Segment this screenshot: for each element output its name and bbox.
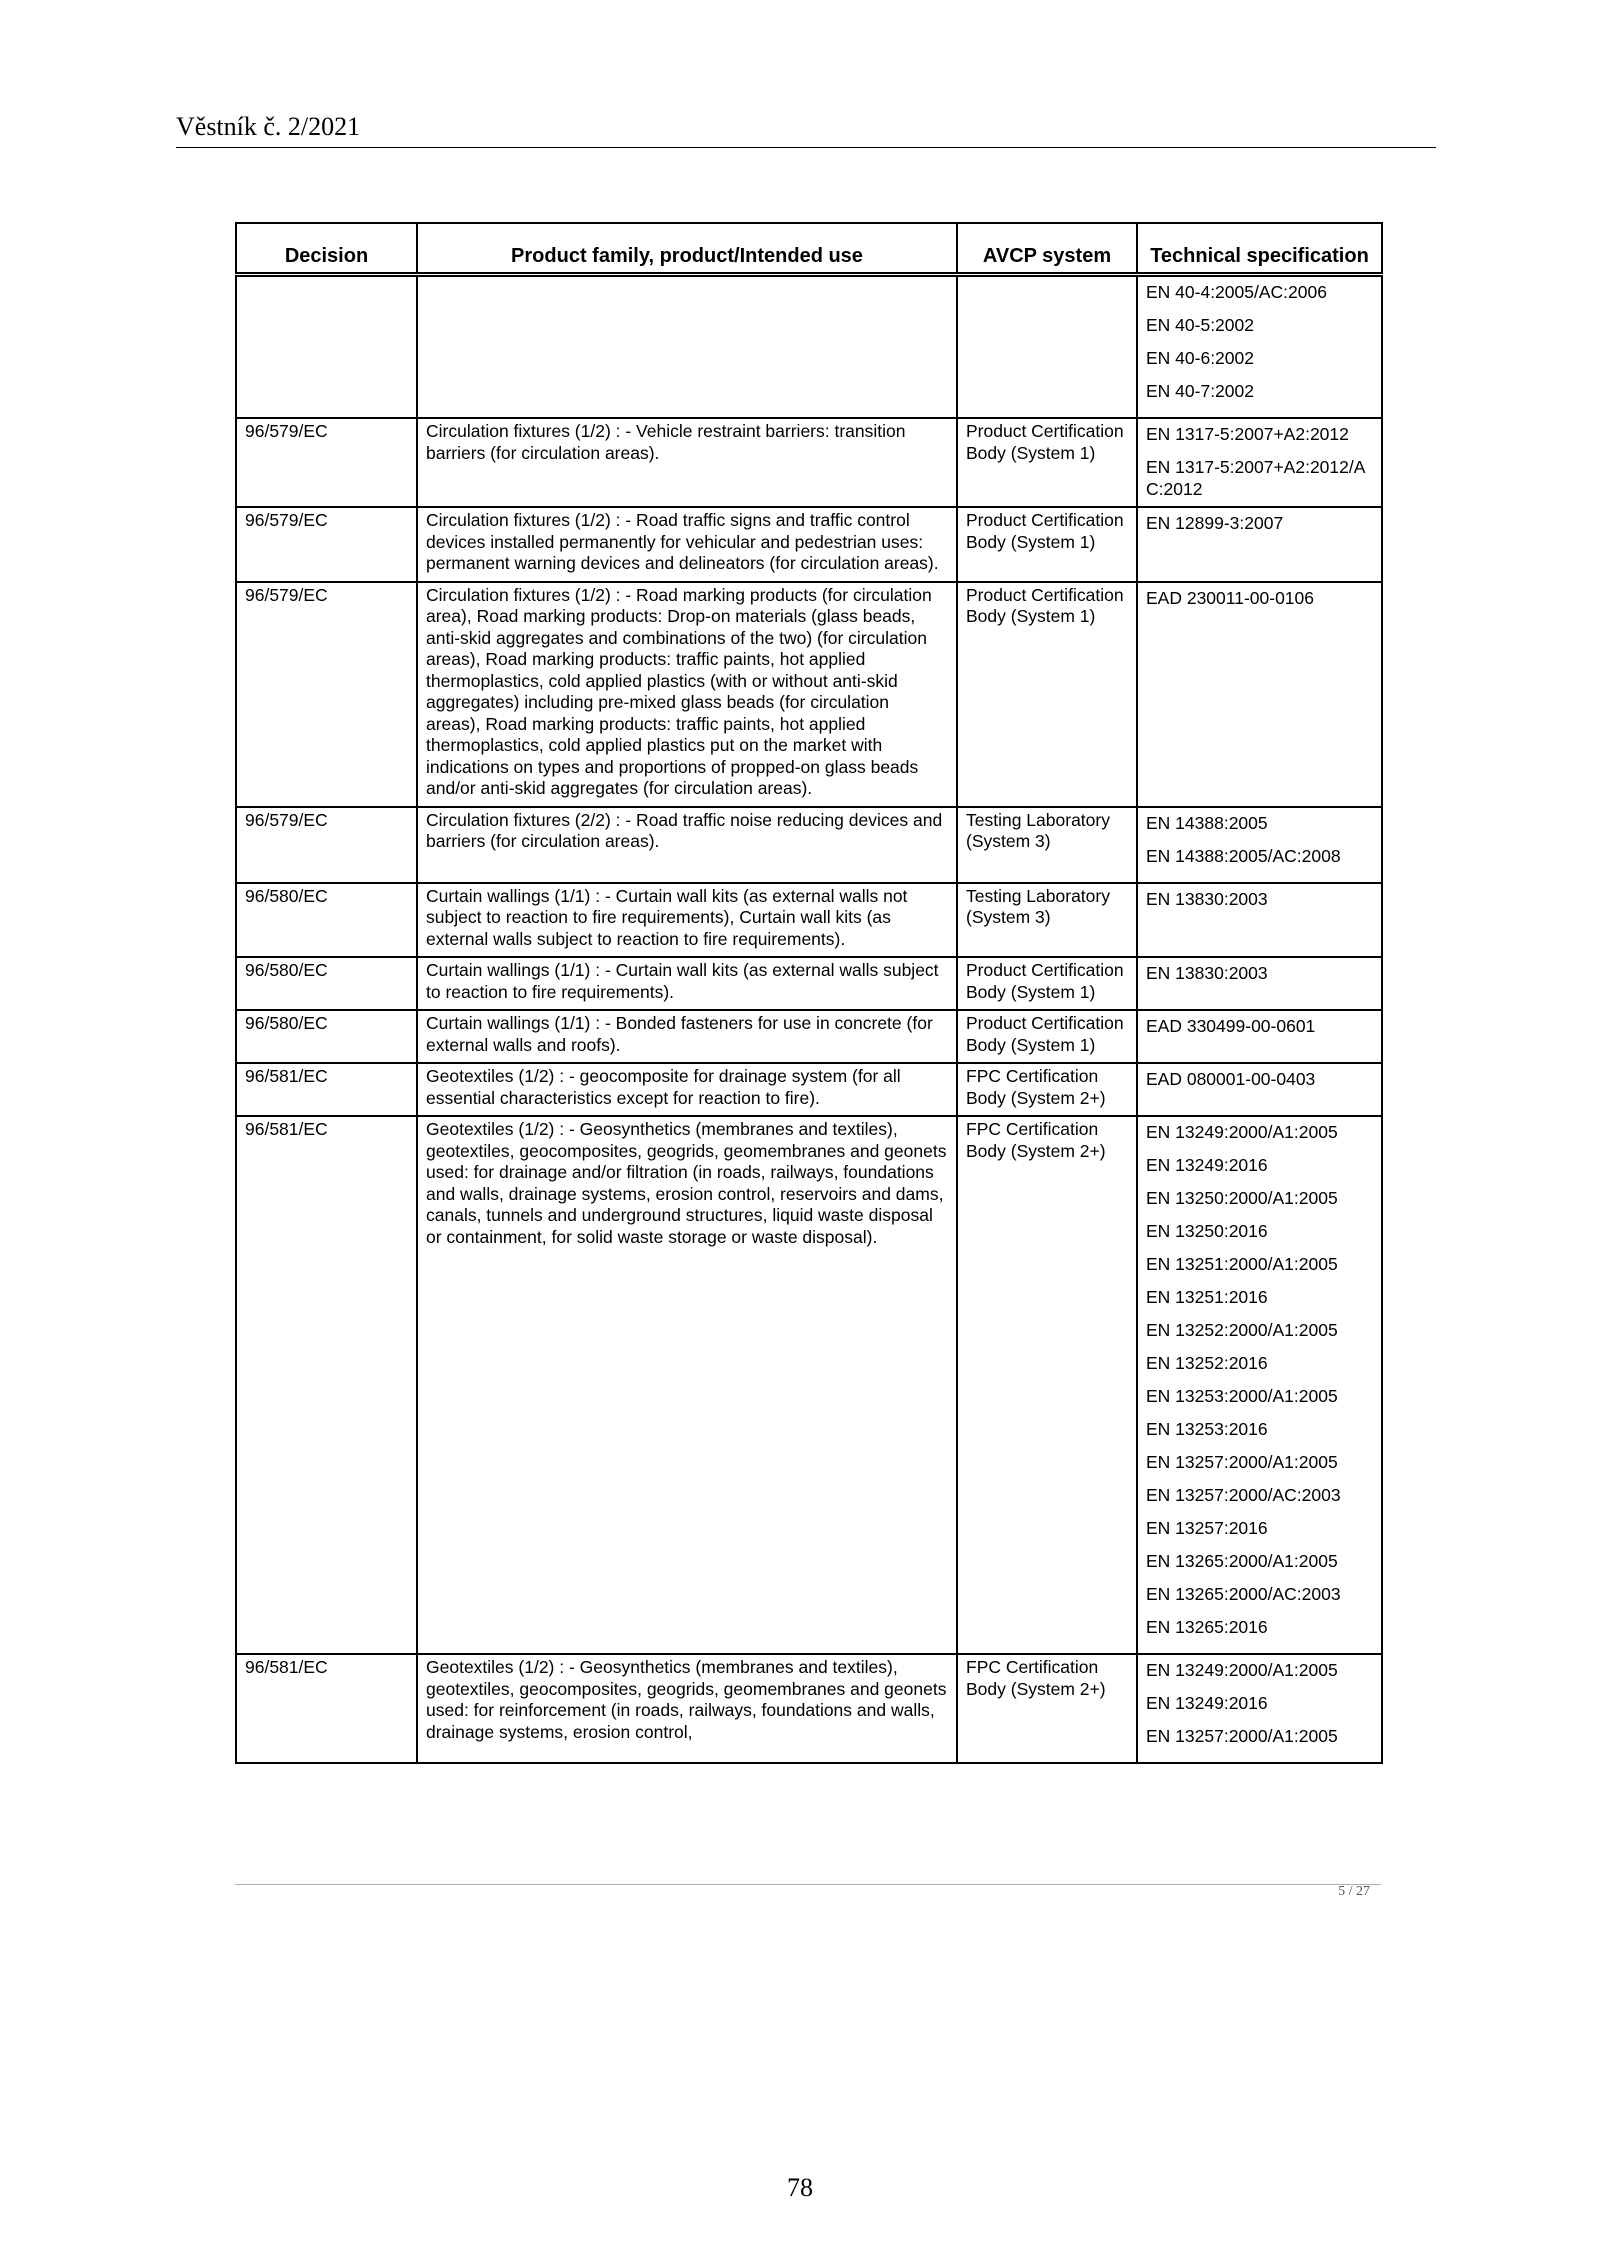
technical-specification-cell bbox=[1137, 275, 1382, 419]
product-cell: Curtain wallings (1/1) : - Bonded fasteners for use in concrete (for external walls and roofs). bbox=[417, 1010, 957, 1063]
avcp-cell: FPC Certification Body (System 2+) bbox=[957, 1116, 1137, 1654]
specification-item: EN 14388:2005 bbox=[1146, 812, 1268, 833]
product-cell: Geotextiles (1/2) : - geocomposite for drainage system (for all essential characteristics except for reaction to fire). bbox=[417, 1063, 957, 1116]
specification-item: EN 13830:2003 bbox=[1146, 888, 1268, 909]
decision-cell: 96/580/EC bbox=[236, 883, 417, 958]
specification-item: EN 40-4:2005/AC:2006 bbox=[1146, 282, 1327, 302]
table-body bbox=[236, 275, 1382, 1764]
product-cell: Geotextiles (1/2) : - Geosynthetics (membranes and textiles), geotextiles, geocomposites, geogrids, geomembranes and geonets used: for drainage and/or filtration (in roads, railways, foundations and walls, drainage systems, erosion control, reservoirs and dams, canals, tunnels and underground structures, liquid waste disposal or containment, for solid waste storage or waste disposal). bbox=[417, 1116, 957, 1654]
specification-item: EN 40-5:2002 bbox=[1146, 315, 1254, 335]
table-row bbox=[236, 1063, 1382, 1116]
specification-item: EAD 330499-00-0601 bbox=[1146, 1016, 1316, 1036]
table-row bbox=[236, 1010, 1382, 1063]
table-row bbox=[236, 957, 1382, 1010]
avcp-cell: Product Certification Body (System 1) bbox=[957, 582, 1137, 807]
specification-item: EN 13257:2000/AC:2003 bbox=[1146, 1485, 1341, 1505]
decision-cell: 96/579/EC bbox=[236, 418, 417, 507]
decision-cell: 96/580/EC bbox=[236, 957, 417, 1010]
table-row bbox=[236, 883, 1382, 958]
product-cell: Circulation fixtures (1/2) : - Road traffic signs and traffic control devices installed permanently for vehicular and pedestrian uses: permanent warning devices and delineators (for circulation areas). bbox=[417, 507, 957, 582]
specification-item: EN 13253:2016 bbox=[1146, 1419, 1268, 1439]
decision-cell: 96/579/EC bbox=[236, 807, 417, 883]
product-cell: Curtain wallings (1/1) : - Curtain wall kits (as external walls subject to reaction to fire requirements). bbox=[417, 957, 957, 1010]
specification-item: EN 13249:2000/A1:2005 bbox=[1146, 1660, 1338, 1680]
table-row bbox=[236, 807, 1382, 883]
table-row bbox=[236, 1116, 1382, 1654]
avcp-cell: Product Certification Body (System 1) bbox=[957, 507, 1137, 582]
product-cell: Circulation fixtures (1/2) : - Road marking products (for circulation area), Road marking products: Drop-on materials (glass beads, anti-skid aggregates and combinations of the two) (for circulation areas), Road marking products: traffic paints, hot applied thermoplastics, cold applied plastics (with or without anti-skid aggregates) including pre-mixed glass beads (for circulation areas), Road marking products: traffic paints, hot applied thermoplastics, cold applied plastics put on the market with indications on types and proportions of propped-on glass beads and/or anti-skid aggregates (for circulation areas). bbox=[417, 582, 957, 807]
footer-divider bbox=[235, 1884, 1381, 1885]
specification-item: EN 13257:2016 bbox=[1146, 1518, 1268, 1538]
table-row bbox=[236, 275, 1382, 419]
page-number: 78 bbox=[787, 2173, 813, 2202]
specification-item: EN 13257:2000/A1:2005 bbox=[1146, 1726, 1338, 1746]
specification-item: EN 13249:2016 bbox=[1146, 1155, 1268, 1175]
column-header-decision: Decision bbox=[236, 223, 417, 275]
technical-specification-cell bbox=[1137, 807, 1382, 883]
decision-cell: 96/581/EC bbox=[236, 1063, 417, 1116]
technical-specification-cell bbox=[1137, 1010, 1382, 1063]
table-row bbox=[236, 418, 1382, 507]
avcp-cell: Product Certification Body (System 1) bbox=[957, 418, 1137, 507]
specification-item: EN 40-7:2002 bbox=[1146, 381, 1254, 401]
table-row bbox=[236, 582, 1382, 807]
decision-cell: 96/581/EC bbox=[236, 1116, 417, 1654]
specification-item: EN 13830:2003 bbox=[1146, 963, 1268, 983]
technical-specification-cell bbox=[1137, 1654, 1382, 1763]
page-header-title: Věstník č. 2/2021 bbox=[176, 112, 361, 141]
specification-table bbox=[235, 222, 1383, 1764]
specification-item: EN 13251:2000/A1:2005 bbox=[1146, 1254, 1338, 1274]
avcp-cell: Product Certification Body (System 1) bbox=[957, 1010, 1137, 1063]
specification-item: EAD 080001-00-0403 bbox=[1146, 1069, 1316, 1089]
specification-item: EN 13265:2016 bbox=[1146, 1617, 1268, 1637]
specification-item: EN 40-6:2002 bbox=[1146, 348, 1254, 368]
avcp-cell: FPC Certification Body (System 2+) bbox=[957, 1063, 1137, 1116]
table-row bbox=[236, 507, 1382, 582]
technical-specification-cell bbox=[1137, 1063, 1382, 1116]
decision-cell: 96/580/EC bbox=[236, 1010, 417, 1063]
sub-page-indicator: 5 / 27 bbox=[1338, 1884, 1370, 1899]
specification-item: EN 13249:2000/A1:2005 bbox=[1146, 1122, 1338, 1142]
specification-item: EN 13250:2000/A1:2005 bbox=[1146, 1188, 1338, 1208]
column-header-product: Product family, product/Intended use bbox=[417, 223, 957, 275]
avcp-cell: Product Certification Body (System 1) bbox=[957, 957, 1137, 1010]
specification-item: EN 13265:2000/AC:2003 bbox=[1146, 1584, 1341, 1604]
specification-item: EN 13253:2000/A1:2005 bbox=[1146, 1386, 1338, 1406]
decision-cell: 96/579/EC bbox=[236, 507, 417, 582]
product-cell bbox=[417, 275, 957, 419]
table-header-row bbox=[236, 223, 1382, 275]
product-cell: Curtain wallings (1/1) : - Curtain wall kits (as external walls not subject to reaction to fire requirements), Curtain wall kits (as external walls subject to reaction to fire requirements). bbox=[417, 883, 957, 958]
avcp-cell: Testing Laboratory (System 3) bbox=[957, 883, 1137, 958]
avcp-cell bbox=[957, 275, 1137, 419]
technical-specification-cell bbox=[1137, 507, 1382, 582]
specification-item: EN 12899-3:2007 bbox=[1146, 513, 1284, 533]
decision-cell: 96/579/EC bbox=[236, 582, 417, 807]
specification-item: EN 13252:2016 bbox=[1146, 1353, 1268, 1373]
specification-item: EN 13265:2000/A1:2005 bbox=[1146, 1551, 1338, 1571]
specification-item: EAD 230011-00-0106 bbox=[1146, 587, 1314, 608]
avcp-cell: Testing Laboratory (System 3) bbox=[957, 807, 1137, 883]
technical-specification-cell bbox=[1137, 582, 1382, 807]
technical-specification-cell bbox=[1137, 957, 1382, 1010]
specification-item: EN 13250:2016 bbox=[1146, 1221, 1268, 1241]
avcp-cell: FPC Certification Body (System 2+) bbox=[957, 1654, 1137, 1763]
table-row bbox=[236, 1654, 1382, 1763]
decision-cell: 96/581/EC bbox=[236, 1654, 417, 1763]
specification-item: EN 1317-5:2007+A2:2012/AC:2012 bbox=[1146, 457, 1366, 499]
product-cell: Circulation fixtures (2/2) : - Road traffic noise reducing devices and barriers (for circulation areas). bbox=[417, 807, 957, 883]
column-header-avcp: AVCP system bbox=[957, 223, 1137, 275]
technical-specification-cell bbox=[1137, 418, 1382, 507]
specification-item: EN 13257:2000/A1:2005 bbox=[1146, 1452, 1338, 1472]
specification-item: EN 14388:2005/AC:2008 bbox=[1146, 845, 1341, 866]
technical-specification-cell bbox=[1137, 1116, 1382, 1654]
product-cell: Circulation fixtures (1/2) : - Vehicle restraint barriers: transition barriers (for circulation areas). bbox=[417, 418, 957, 507]
specification-item: EN 13252:2000/A1:2005 bbox=[1146, 1320, 1338, 1340]
specification-item: EN 1317-5:2007+A2:2012 bbox=[1146, 424, 1349, 444]
product-cell: Geotextiles (1/2) : - Geosynthetics (membranes and textiles), geotextiles, geocomposites, geogrids, geomembranes and geonets used: for reinforcement (in roads, railways, foundations and walls, drainage systems, erosion control, bbox=[417, 1654, 957, 1763]
header-divider bbox=[176, 147, 1436, 148]
column-header-technical-specification: Technical specification bbox=[1137, 223, 1382, 275]
technical-specification-cell bbox=[1137, 883, 1382, 958]
specification-item: EN 13249:2016 bbox=[1146, 1693, 1268, 1713]
specification-item: EN 13251:2016 bbox=[1146, 1287, 1268, 1307]
decision-cell bbox=[236, 275, 417, 419]
